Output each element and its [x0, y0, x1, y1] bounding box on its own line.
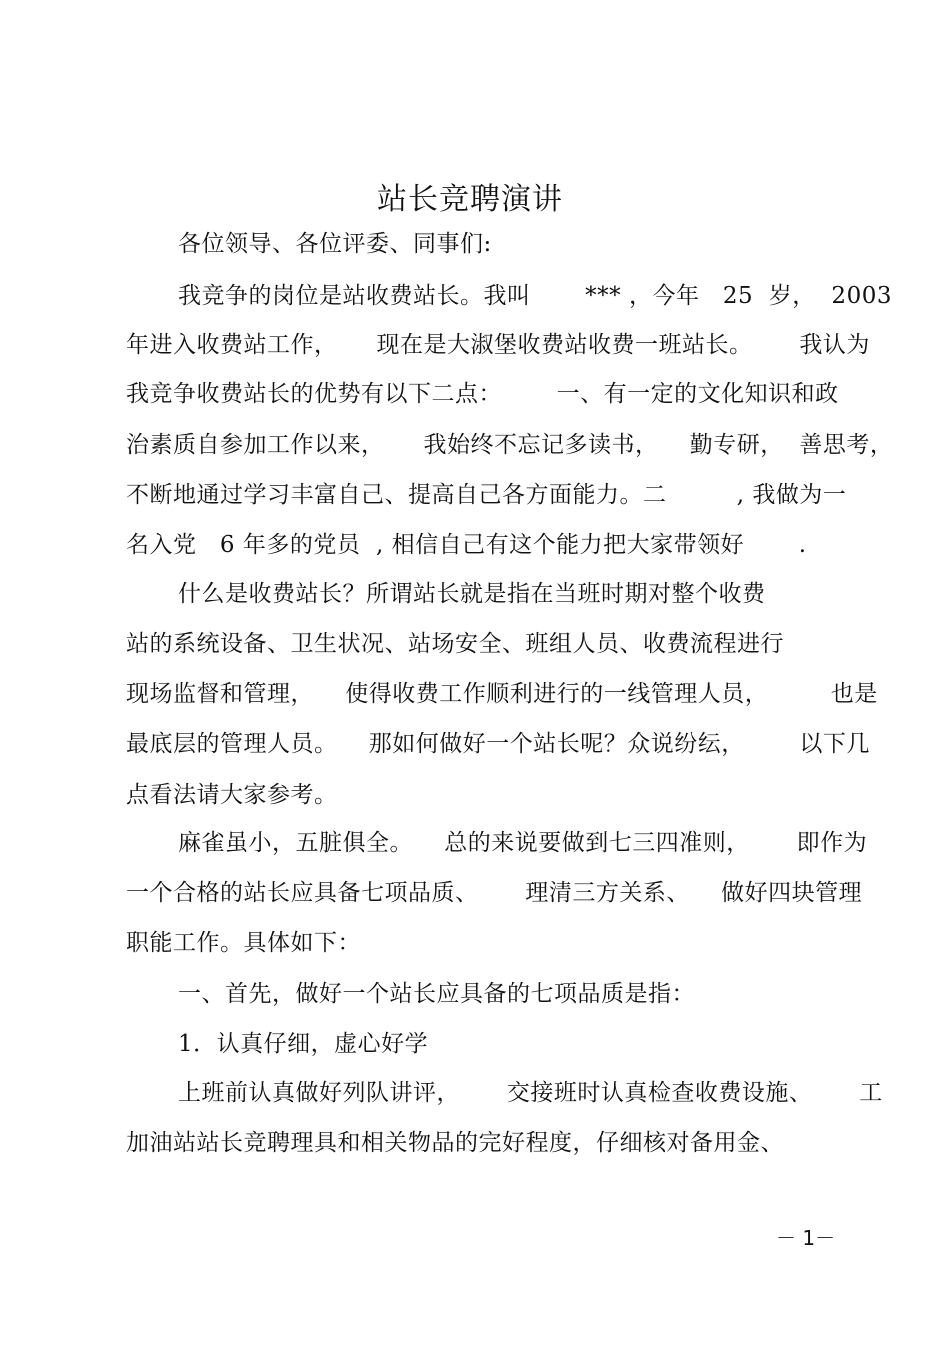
paragraph-line: 站的系统设备、卫生状况、站场安全、班组人员、收费流程进行	[126, 631, 784, 657]
paragraph-line: 不断地通过学习丰富自己、提高自己各方面能力。二 , 我做为一	[126, 482, 847, 508]
paragraph-line: 我竞争收费站长的优势有以下二点： 一、有一定的文化知识和政	[126, 381, 839, 407]
paragraph-line: 上班前认真做好列队讲评， 交接班时认真检查收费设施、 工	[178, 1080, 883, 1106]
document-title: 站长竞聘演讲	[377, 182, 563, 217]
paragraph-line: 我竞争的岗位是站收费站长。我叫 *** ，今年 25 岁， 2003	[178, 283, 892, 309]
page-number: － 1－	[776, 1226, 836, 1250]
paragraph-line: 加油站站长竞聘理具和相关物品的完好程度，仔细核对备用金、	[126, 1130, 784, 1156]
subsection-heading: 1．认真仔细，虚心好学	[178, 1031, 429, 1057]
paragraph-line: 名入党 6 年多的党员 , 相信自己有这个能力把大家带领好 .	[126, 532, 807, 558]
paragraph-line: 职能工作。具体如下：	[126, 930, 361, 956]
paragraph-line: 麻雀虽小，五脏俱全。 总的来说要做到七三四准则， 即作为	[178, 830, 868, 856]
paragraph-line: 年进入收费站工作， 现在是大淑堡收费站收费一班站长。 我认为	[126, 332, 870, 358]
paragraph-line: 点看法请大家参考。	[126, 782, 338, 808]
paragraph-line: 什么是收费站长？所谓站长就是指在当班时期对整个收费	[178, 581, 766, 607]
paragraph-line: 治素质自参加工作以来， 我始终不忘记多读书， 勤专研， 善思考，	[126, 432, 894, 458]
section-heading: 一、首先，做好一个站长应具备的七项品质是指：	[178, 981, 695, 1007]
paragraph-line: 最底层的管理人员。 那如何做好一个站长呢？众说纷纭， 以下几	[126, 731, 870, 757]
greeting-line: 各位领导、各位评委、同事们:	[178, 231, 492, 257]
paragraph-line: 一个合格的站长应具备七项品质、 理清三方关系、 做好四块管理	[126, 880, 863, 906]
paragraph-line: 现场监督和管理， 使得收费工作顺利进行的一线管理人员， 也是	[126, 681, 878, 707]
